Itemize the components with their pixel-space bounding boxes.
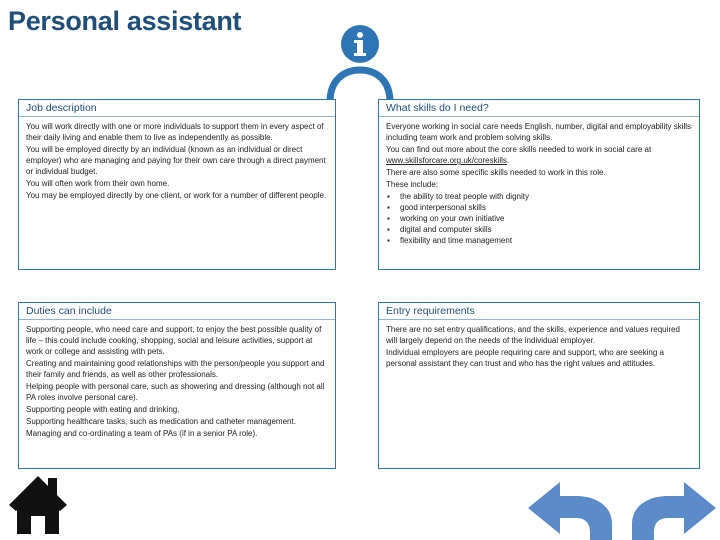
list-item: ▪ working on your own initiative	[387, 214, 505, 223]
duties-paragraph: Supporting people with eating and drinking.	[26, 405, 180, 414]
bullet-icon: ▪	[387, 192, 390, 201]
skills-core-end: .	[506, 156, 510, 165]
entry-heading: Entry requirements	[379, 303, 699, 320]
info-person-icon	[326, 22, 394, 104]
duties-paragraph: Supporting people, who need care and support, to enjoy the best possible quality of life – this could include cooking, shopping, social and leisure activities, support at work or college and assisting with pets.	[26, 325, 322, 356]
list-item: ▪ flexibility and time management	[387, 236, 513, 245]
job-paragraph: You may be employed directly by one client, or work for a number of different people.	[26, 191, 327, 200]
job-description-heading: Job description	[19, 100, 335, 117]
bullet-icon: ▪	[387, 225, 390, 234]
skills-panel	[378, 99, 700, 270]
page-title: Personal assistant	[8, 6, 242, 36]
home-icon[interactable]	[8, 472, 68, 536]
duties-paragraph: Creating and maintaining good relationships with the person/people you support and their family and friends, as well as other professionals.	[26, 359, 325, 379]
duties-paragraph: Managing and co-ordinating a team of PAs (if in a senior PA role).	[26, 429, 258, 438]
bullet-icon: ▪	[387, 203, 390, 212]
entry-requirements-panel	[378, 302, 700, 469]
bullet-icon: ▪	[387, 214, 390, 223]
skills-list	[386, 191, 692, 246]
core-skills-link[interactable]: www.skillsforcare.org.uk/coreskills	[386, 156, 507, 165]
skills-core-line	[386, 144, 692, 166]
job-paragraph: You will work directly with one or more individuals to support them in every aspect of their daily living and enable them to live as independently as possible.	[26, 122, 324, 142]
list-item: ▪ the ability to treat people with dignity	[387, 192, 529, 201]
skills-body	[379, 117, 699, 246]
list-item: ▪ digital and computer skills	[387, 225, 492, 234]
back-arrow-icon[interactable]	[524, 478, 620, 540]
entry-body	[379, 320, 699, 369]
forward-arrow-icon[interactable]	[626, 478, 720, 540]
duties-paragraph: Helping people with personal care, such as showering and dressing (although not all PA roles involve personal care).	[26, 382, 325, 402]
job-description-body	[19, 117, 335, 201]
entry-paragraph: There are no set entry qualifications, and the skills, experience and values required will largely depend on the needs of the individual employer.	[386, 325, 680, 345]
list-item: ▪ good interpersonal skills	[387, 203, 486, 212]
duties-heading: Duties can include	[19, 303, 335, 320]
duties-paragraph: Supporting healthcare tasks, such as medication and catheter management.	[26, 417, 296, 426]
job-paragraph: You will be employed directly by an individual (known as an individual or direct employer) who are managing and paying for their own care through a direct payment or individual budget.	[26, 145, 326, 176]
job-paragraph: You will often work from their own home.	[26, 179, 170, 188]
skills-include: These include:	[386, 180, 439, 189]
duties-body	[19, 320, 335, 439]
duties-panel	[18, 302, 336, 469]
skills-intro: Everyone working in social care needs English, number, digital and employability skills including team work and problem solving skills.	[386, 122, 692, 142]
skills-core-text: You can find out more about the core skills needed to work in social care at	[386, 145, 652, 154]
entry-paragraph: Individual employers are people requiring care and support, who are seeking a personal assistant they can trust and who has the right values and attitudes.	[386, 348, 664, 368]
skills-heading: What skills do I need?	[379, 100, 699, 117]
job-description-panel	[18, 99, 336, 270]
bullet-icon: ▪	[387, 236, 390, 245]
skills-specific: There are also some specific skills needed to work in this role.	[386, 168, 606, 177]
